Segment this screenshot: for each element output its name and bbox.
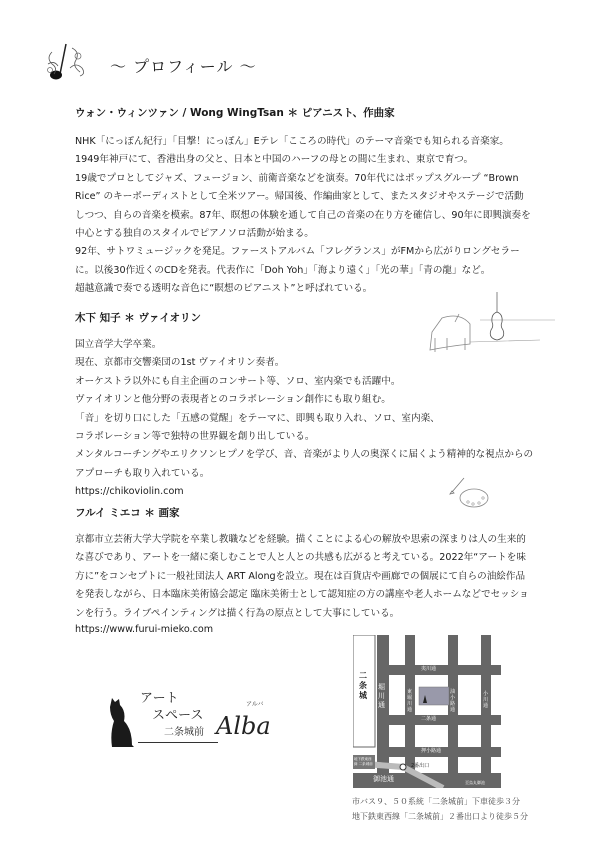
text-line: NHK「にっぽん紀行」「目撃！にっぽん」Eテレ「こころの時代」のテーマ音楽でも知られる音楽家。 xyxy=(75,136,509,147)
page-title: 〜 プロフィール 〜 xyxy=(110,57,257,76)
logo-name: Alba xyxy=(216,712,271,740)
music-note-ornament-icon xyxy=(44,42,96,84)
text-line: しつつ、自らの音楽を模索。87年、瞑想の体験を通して自己の音楽の在り方を確信し、90年に即興演奏を xyxy=(75,209,531,221)
text-line: Rice” のキーボーディストとして全米ツアー。帰国後、作編曲家として、またスタジオやステージで活動 xyxy=(75,191,524,203)
text-line: に。以後30作近くのCDを発表。代表作に「Doh Yoh」「海より遠く」「光の華」「青の龍」など。 xyxy=(75,264,491,276)
exit-label: 2番出口 xyxy=(411,763,430,769)
profile-body-wong xyxy=(75,133,531,299)
text-line: を発表しながら、日本臨床美術協会認定 臨床美術士として認知症の方の講座や老人ホームなどでセッショ xyxy=(75,589,529,601)
text-line: ヴァイオリンと他分野の表現者とのコラボレーション創作にも取り組む。 xyxy=(75,394,391,406)
street-label: 小川通 xyxy=(483,691,489,709)
castle-label: 二条城 xyxy=(359,671,367,700)
street-label: 油小路通 xyxy=(450,689,456,713)
text-line: メンタルコーチングやエリクソンヒプノを学び、音、音楽がより人の奥深くに届くよう精神的な視点からの xyxy=(75,449,534,461)
street-label: 堀川通 xyxy=(378,683,385,709)
profile-heading-kinoshita: 木下 知子 ＊ ヴァイオリン xyxy=(75,312,202,324)
paint-palette-icon xyxy=(442,474,492,510)
logo-kana: アルバ xyxy=(246,701,264,708)
text-line: 超越意識で奏でる透明な音色に“瞑想のピアニスト”と呼ばれている。 xyxy=(75,283,373,295)
venue-logo xyxy=(108,691,271,750)
kinoshita-website-link[interactable]: https://chikoviolin.com xyxy=(75,486,184,498)
text-line: 92年、サトワミュージックを発足。ファーストアルバム「フレグランス」がFMから広がりロングセラー xyxy=(75,246,520,258)
access-subway: 地下鉄東西線「二条城前」２番出口より徒歩５分 xyxy=(352,812,528,821)
logo-line2: スペース xyxy=(152,708,204,723)
street-label: 押小路通 xyxy=(421,748,442,754)
access-bus: 市バス９、５０系統「二条城前」下車徒歩３分 xyxy=(352,797,520,806)
street-label: 夷川通 xyxy=(421,666,437,672)
text-line: 19歳でプロとしてジャズ、フュージョン、前衛音楽などを演奏。70年代にはポップスグループ “Brown xyxy=(75,172,519,184)
text-line: な喜びであり、アートを一緒に楽しむことで人と人との共感も広がると考えている。2022年“アートを味 xyxy=(75,552,526,564)
text-line: アプローチも取り入れている。 xyxy=(75,467,210,479)
logo-line1: アート xyxy=(140,691,179,706)
text-line: 中心とする独自のスタイルでピアノソロ活動が始まる。 xyxy=(75,227,314,239)
access-map xyxy=(353,635,501,788)
text-line: 「音」を切り口にした「五感の覚醒」をテーマに、即興も取り入れ、ソロ、室内楽、 xyxy=(75,412,440,424)
profile-body-furui xyxy=(75,531,529,637)
street-label: 御池通 xyxy=(373,775,394,783)
text-line: 京都市立芸術大学大学院を卒業し教職などを経験。描くことによる心の解放や思索の深まりは人の生来的 xyxy=(75,534,526,545)
profile-heading-wong: ウォン・ウィンツァン / Wong WingTsan ＊ ピアニスト、作曲家 xyxy=(75,107,395,119)
text-line: オーケストラ以外にも自主企画のコンサート等、ソロ、室内楽でも活躍中。 xyxy=(75,375,401,387)
direction-label: 至烏丸御池 xyxy=(465,780,485,785)
text-line: 国立音学大学卒業。 xyxy=(75,339,162,350)
text-line: 方に”をコンセプトに一般社団法人 ART Alongを設立。現在は百貨店や画廊での個展にて自らの油絵作品 xyxy=(75,570,526,582)
street-label: 二条通 xyxy=(421,716,437,722)
text-line: 現在、京都市交響楽団の1st ヴァイオリン奏者。 xyxy=(75,357,285,369)
cat-silhouette-icon xyxy=(108,694,138,748)
text-line: コラボレーション等で独特の世界観を創り出している。 xyxy=(75,430,315,442)
text-line: 1949年神戸にて、香港出身の父と、日本と中国のハーフの母との間に生まれ、東京で育つ。 xyxy=(75,154,474,166)
profile-heading-furui: フルイ ミエコ ＊ 画家 xyxy=(75,507,180,519)
station-label: 地下鉄東西線 二条城前 xyxy=(354,757,373,766)
text-line: ンを行う。ライブペインティングは描く行為の原点として大事にしている。 xyxy=(75,607,400,619)
logo-line3: 二条城前 xyxy=(164,727,204,738)
access-info xyxy=(352,794,528,824)
furui-website-link[interactable]: https://www.furui-mieko.com xyxy=(75,623,214,635)
street-label: 東堀川通 xyxy=(407,689,413,713)
